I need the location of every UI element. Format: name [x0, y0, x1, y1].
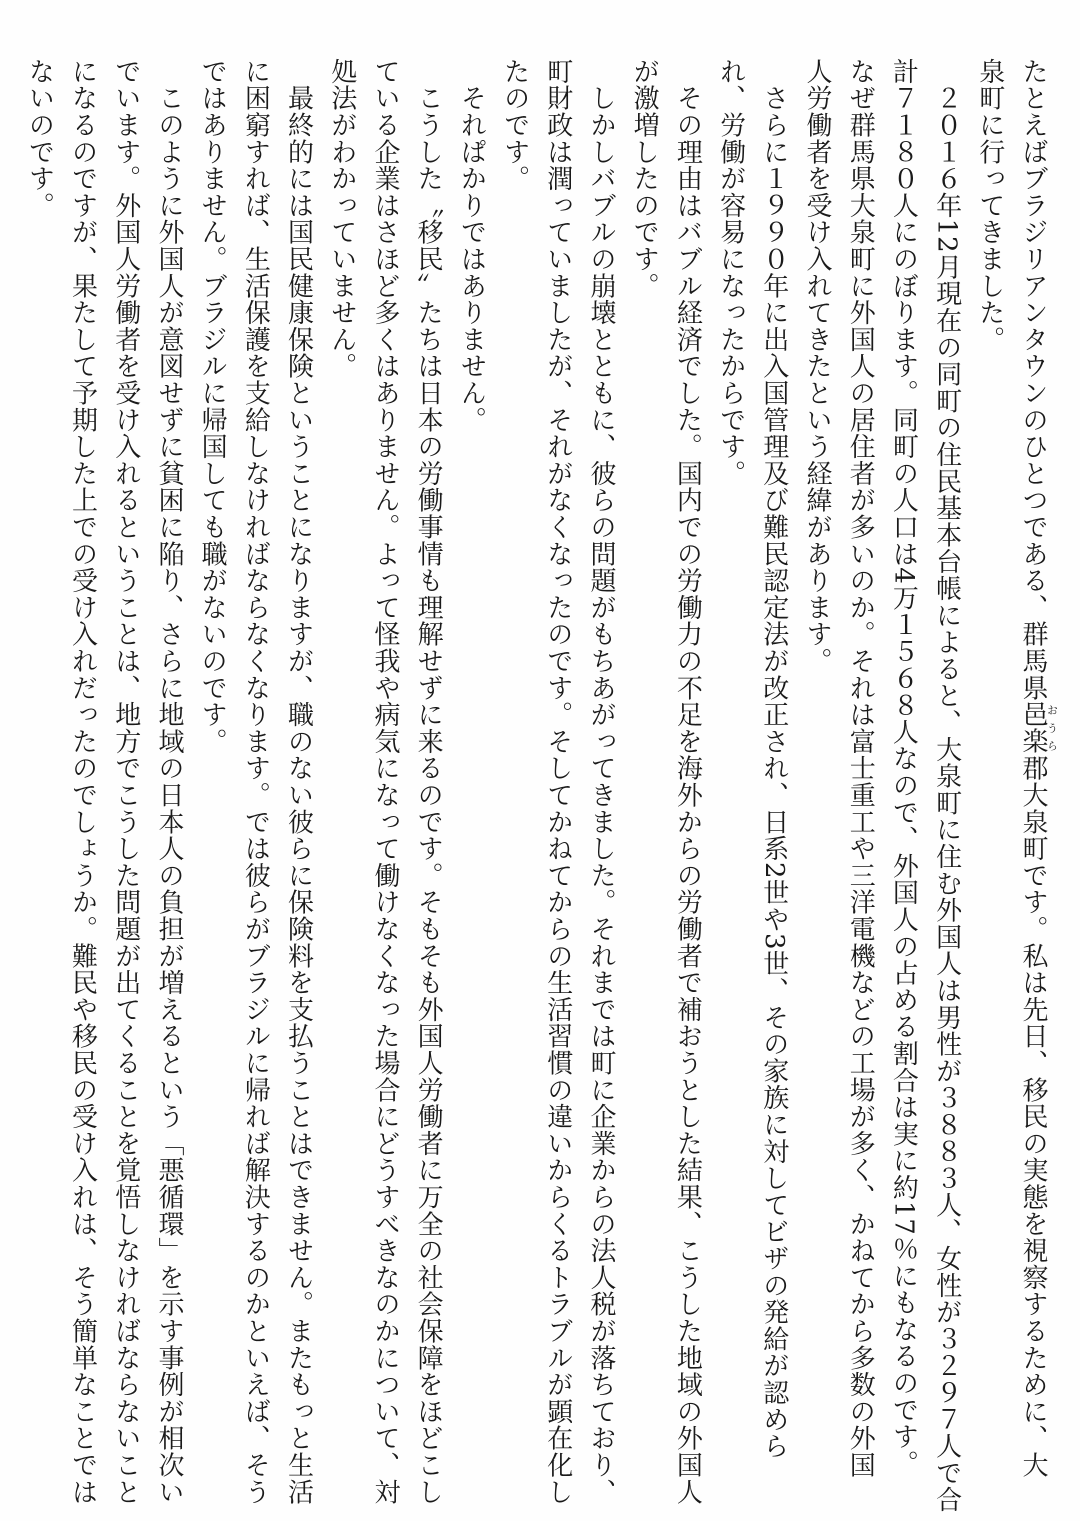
text-line-8: れ、労働が容易になったからです。 [715, 58, 746, 487]
text-line-10: が激増したのです。 [629, 58, 660, 300]
text-line-24: ないのです。 [24, 58, 55, 219]
text-line-1-before: たとえばブラジリアンタウンのひとつである、群馬県 [1018, 58, 1048, 702]
text-line-17: 処法がわかっていません。 [326, 58, 357, 380]
vertical-text-body [18, 58, 1059, 1514]
text-line-21: このように外国人が意図せずに貧困に陥り、さらに地域の日本人の負担が増えるという「悪循環」を示す事例が相次い [153, 58, 184, 1506]
text-line-12: 町財政は潤っていましたが、それがなくなったのです。そしてかねてからの生活習慣の違いからくるトラブルが顕在化し [542, 58, 573, 1506]
text-line-6: 人労働者を受け入れてきたという経緯があります。 [801, 58, 832, 675]
text-line-9: その理由はバブル経済でした。国内での労働力の不足を海外からの労働者で補おうとした結果、こうした地域の外国人 [672, 58, 703, 1506]
text-line-14: それぱかりではありません。 [456, 58, 487, 434]
text-line-23: になるのですが、果たして予期した上での受け入れだったのでしょうか。難民や移民の受け入れは、そう簡単なことでは [67, 58, 98, 1506]
text-line-15: こうした〝移民〟たちは日本の労働事情も理解せずに来るのです。そもそも外国人労働者に万全の社会保障をほどこし [413, 58, 444, 1506]
text-line-5: なぜ群馬県大泉町に外国人の居住者が多いのか。それは富士重工や三洋電機などの工場が多く、かねてから多数の外国 [845, 58, 876, 1479]
text-line-18: 最終的には国民健康保険ということになりますが、職のない彼らに保険料を支払うことはできません。またもっと生活 [283, 58, 314, 1506]
ruby-oura [1018, 701, 1059, 755]
text-line-7: さらに１９９０年に出入国管理及び難民認定法が改正され、日系2世や3世、その家族に対してビザの発給が認めら [758, 58, 789, 1460]
ruby-base: 邑楽 [1018, 701, 1048, 755]
text-line-11: しかしバブルの崩壊とともに、彼らの問題がもちあがってきました。それまでは町に企業からの法人税が落ちており、 [585, 58, 616, 1506]
text-line-22: でいます。外国人労働者を受け入れるということは、地方でこうした問題が出てくることを覚悟しなければならないこと [110, 58, 141, 1506]
text-line-4: 計７１８０人にのぼります。同町の人口は4万１５６８人なので、外国人の占める割合は実に約17％にもなるのです。 [888, 58, 919, 1477]
text-line-1 [1011, 58, 1058, 1498]
ruby-reading: おうら [1045, 701, 1059, 755]
text-line-13: たのです。 [499, 58, 530, 192]
text-line-19: に困窮すれば、生活保護を支給しなければならなくなります。では彼らがブラジルに帰れば解決するのかといえば、そう [240, 58, 271, 1506]
text-line-1-after: 郡大泉町です。私は先日、移民の実態を視察するために、大 [1018, 754, 1048, 1479]
text-line-20: ではありません。ブラジルに帰国しても職がないのです。 [197, 58, 228, 755]
text-line-3: ２０１６年12月現在の同町の住民基本台帳によると、大泉町に住む外国人は男性が３８８３人、女性が３２９７人で合 [931, 58, 962, 1514]
text-line-16: ている企業はさほど多くはありません。よって怪我や病気になって働けなくなった場合にどうすべきなのかについて、対 [369, 58, 400, 1506]
text-line-2: 泉町に行ってきました。 [974, 58, 1005, 353]
